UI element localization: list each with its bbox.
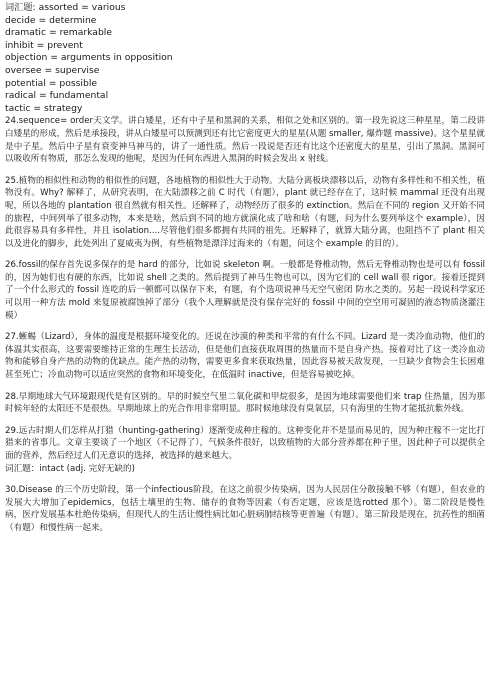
section-25: [5, 175, 485, 251]
paragraph: 25.植物的相似性和动物的相似性的问题，各地植物的相似性大于动物。大陆分离板块漂移以后，动物有多样性和不相关性，植物没有。Why? 解释了，从研究表明，在大陆漂移之前 C 时代（有题），plant 就已经存在了，这时候 mammal 还没有出现 呢，所以各地的 plantation 很自然就有相关性。还解释了，动物经历了很多的 extinction。然后在不同的 region 又开始不同的旅程，中间列举了很多动物，本来是啥，然后到不同的地方就演化成了啥和啥（有题，问为什么要列举这个 example），因此很容易具有多样性，并且 isolation....尽管他们很多都拥有共同的祖先。还解释了，就算大陆分离，也阻挡不了 plant 相关以及进化的脚步，此处列出了夏威夷为例，有些植物是漂洋过海来的（有题，问这个 example 的目的）。: [5, 175, 485, 249]
vocab-line: potential = possible: [5, 77, 98, 89]
paragraph: 29.远古时期人们怎样从打猎（hunting-gathering）逐渐变成种庄稼的。这种变化并不是显而易见的，因为种庄稼不一定比打猎来的省事儿。文章主要谈了一个地区（不记得了），气候条件很好，以致植物的大部分营养都在种子里，因此种子可以提供全面的营养，然后经过人们无意识的选择，被选择的越来越大。: [5, 425, 485, 461]
vocab-line: dramatic = remarkable: [5, 27, 112, 39]
vocab-line: 词汇题: assorted = various: [5, 2, 126, 13]
paragraph: 26.fossil的保存首先说多保存的是 hard 的部分，比如说 skeleton 啊。一般都是脊椎动物，然后无脊椎动物也是可以有 fossil 的，因为她们也有硬的东西，比如说 shell 之类的。然后提到了神马生物也可以，因为它们的 cell wall 很 rigor。接着还提到了一个什么形式的 fossil 连吃的后一顿都可以保存下来，有题，有个选项说神马无空气密闭 防水之类的。另起一段说科学家还可以用一种方法 mold 来复原被腐蚀掉了部分（我个人理解就是没有保存完好的 fossil 中间的空空用可凝固的液态物质浇灌注模）: [5, 260, 485, 321]
paragraph: 30.Disease 的三个历史阶段，第一个infectious阶段，在这之前很少传染病，因为人民居住分散接触不够（有题），但农业的发展大大增加了epidemics，包括土壤里的生物、储存的食物等因素（有否定题，应该是选rotted 那个）。第二阶段是慢性病，医疗发展基本杜绝传染病，但现代人的生活让慢性病比如心脏病肺结核等更普遍（有题）。第三阶段是现在，抗药性的细菌（有题）和慢性病一起来。: [5, 485, 485, 533]
vocab-line: objection = arguments in opposition: [5, 52, 173, 64]
section-28: [5, 391, 485, 416]
section-27: [5, 331, 485, 381]
vocab-line: tactic = strategy: [5, 102, 83, 114]
paragraph: 27.蜥蜴（Lizard），身体的温度是根据环境变化的。还说在沙漠的种类和平常的有什么不同。Lizard 是一类冷血动物，他们的体温其实很高，这要需要维持正常的生理生长活动，但是他们直接获取周围的热量而不是自身产热。接着对比了这一类冷血动物和能够自身产热的动物的优缺点。能产热的动物，需要更多食来获取热量，因此容易被天敌发现，一旦缺少食物会生长困难甚至死亡；冷血动物可以适应突然的食物和环境变化，在低温时 inactive，但是容易被吃掉。: [5, 332, 485, 381]
vocab-line: inhibit = prevent: [5, 39, 83, 51]
vocabulary-list: [5, 2, 485, 115]
section-24: [5, 115, 485, 165]
section-26: [5, 259, 485, 322]
paragraph: 28.早期地球大气环境跟现代是有区别的。早的时候空气里二氧化碳和甲烷很多，是因为地球需要他们来 trap 住热量，因为那时候年轻的太阳还不是很热。早期地球上的光合作用非常明显。那时候地球没有臭氧层，只有海里的生物才能抵抗紫外线。: [5, 391, 485, 415]
vocab-note: 词汇题：intact (adj. 完好无缺的): [5, 463, 135, 474]
paragraph: 24.sequence= order天文学。讲白矮星，还有中子星和黑洞的关系，相似之处和区别的。第一段先说这三种星星，第二段讲白矮星的形成，然后是承接段，讲从白矮星可以预测到还有比它密度更大的星星(从题 smaller, 爆炸题 massive)。这个星星就是中子星。然后中子星有衰变神马神马的，讲了一通性质。然后一段说是否还有比这个还密度大的星星，引出了黑洞。黑洞可以吸收所有物质，那怎么发现的他呢，是因为任何东西进入黑洞的时候会发出 x 射线。: [5, 116, 486, 165]
vocab-line: radical = fundamental: [5, 90, 109, 102]
section-30: [5, 484, 485, 534]
section-29: [5, 425, 485, 475]
vocab-line: decide = determine: [5, 14, 97, 26]
vocab-line: oversee = supervise: [5, 64, 100, 76]
